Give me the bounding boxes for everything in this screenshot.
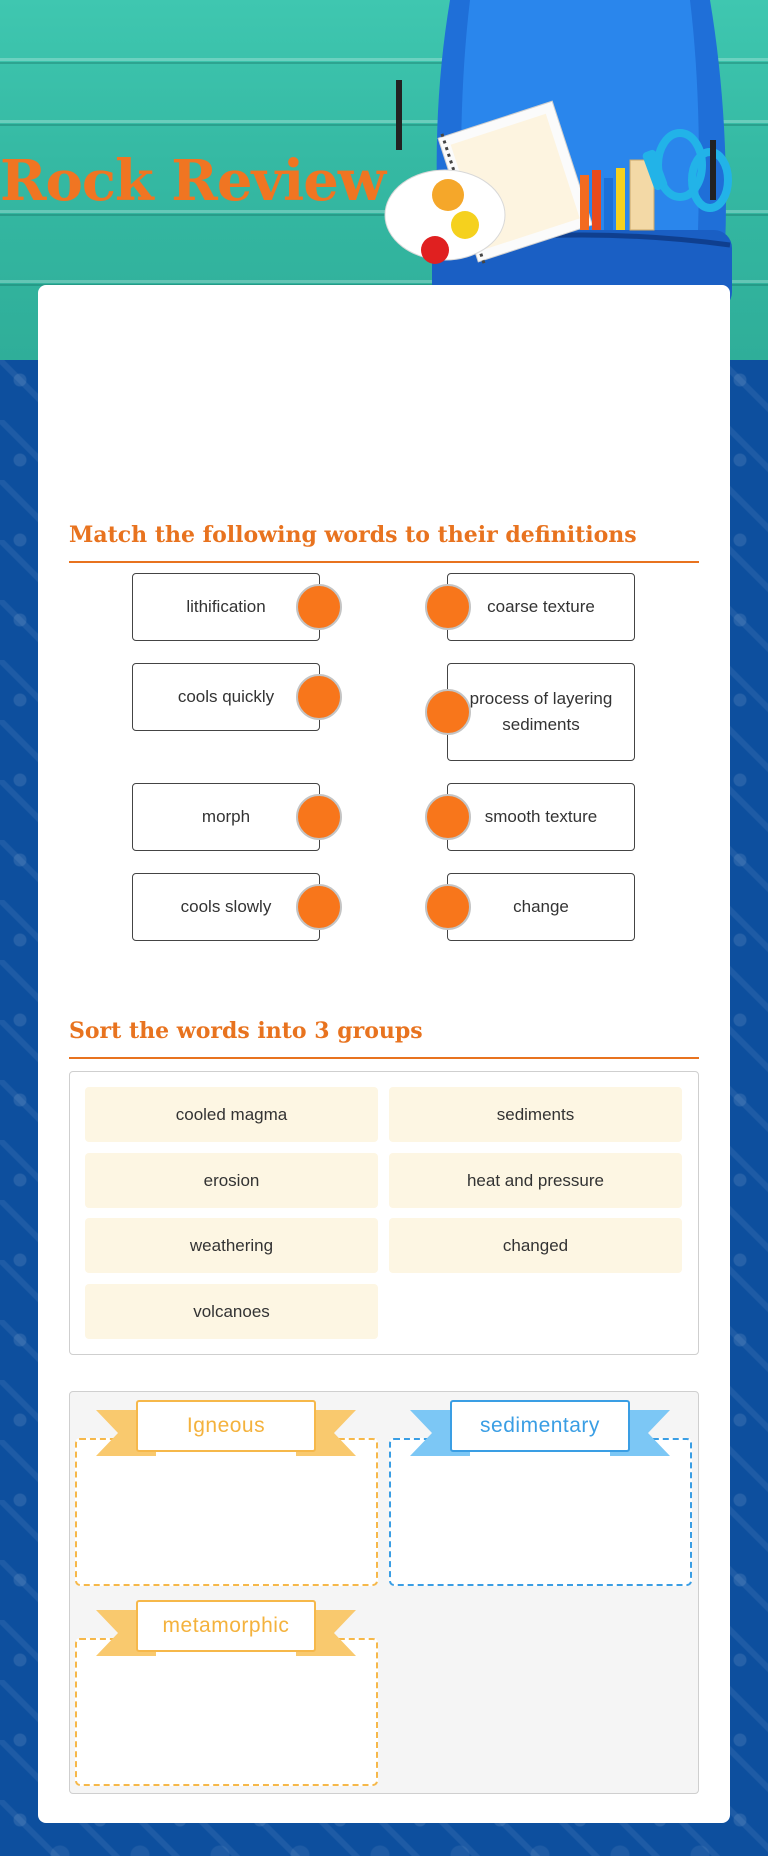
match-right-item[interactable] bbox=[447, 663, 635, 761]
match-right-connector[interactable] bbox=[425, 584, 471, 630]
match-right-connector[interactable] bbox=[425, 884, 471, 930]
worksheet-card bbox=[38, 285, 730, 1823]
group-label-sedimentary: sedimentary bbox=[450, 1400, 630, 1452]
match-left-label: cools slowly bbox=[180, 897, 272, 916]
sort-word[interactable]: volcanoes bbox=[85, 1284, 378, 1339]
sort-heading-rule bbox=[69, 1057, 699, 1059]
match-right-connector[interactable] bbox=[425, 794, 471, 840]
match-left-connector[interactable] bbox=[296, 674, 342, 720]
sort-word[interactable]: cooled magma bbox=[85, 1087, 378, 1142]
match-right-label: coarse texture bbox=[487, 597, 595, 616]
match-left-item[interactable] bbox=[132, 783, 320, 851]
match-right-label: change bbox=[513, 897, 569, 916]
sort-word[interactable]: sediments bbox=[389, 1087, 682, 1142]
sort-word[interactable]: erosion bbox=[85, 1153, 378, 1208]
group-ribbon-sedimentary bbox=[410, 1400, 670, 1464]
match-left-connector[interactable] bbox=[296, 884, 342, 930]
match-left-connector[interactable] bbox=[296, 584, 342, 630]
sort-groups-area bbox=[69, 1391, 699, 1794]
sort-word[interactable]: changed bbox=[389, 1218, 682, 1273]
match-heading-rule bbox=[69, 561, 699, 563]
match-right-connector[interactable] bbox=[425, 689, 471, 735]
match-heading: Match the following words to their definitions bbox=[69, 522, 637, 548]
sort-heading: Sort the words into 3 groups bbox=[69, 1018, 423, 1044]
match-left-item[interactable] bbox=[132, 873, 320, 941]
match-right-item[interactable] bbox=[447, 573, 635, 641]
group-ribbon-metamorphic bbox=[96, 1600, 356, 1664]
match-right-label: smooth texture bbox=[484, 807, 598, 826]
match-left-connector[interactable] bbox=[296, 794, 342, 840]
match-left-label: cools quickly bbox=[177, 687, 275, 706]
sort-word[interactable]: weathering bbox=[85, 1218, 378, 1273]
word-bank bbox=[69, 1071, 699, 1355]
match-left-item[interactable] bbox=[132, 663, 320, 731]
match-left-item[interactable] bbox=[132, 573, 320, 641]
match-left-label: morph bbox=[201, 807, 251, 826]
group-label-igneous: Igneous bbox=[136, 1400, 316, 1452]
page-title: Rock Review bbox=[0, 148, 386, 214]
match-right-item[interactable] bbox=[447, 873, 635, 941]
sort-word[interactable]: heat and pressure bbox=[389, 1153, 682, 1208]
match-right-label: process of layering sediments bbox=[469, 689, 613, 734]
group-label-metamorphic: metamorphic bbox=[136, 1600, 316, 1652]
match-right-item[interactable] bbox=[447, 783, 635, 851]
match-left-label: lithification bbox=[186, 597, 266, 616]
group-ribbon-igneous bbox=[96, 1400, 356, 1464]
